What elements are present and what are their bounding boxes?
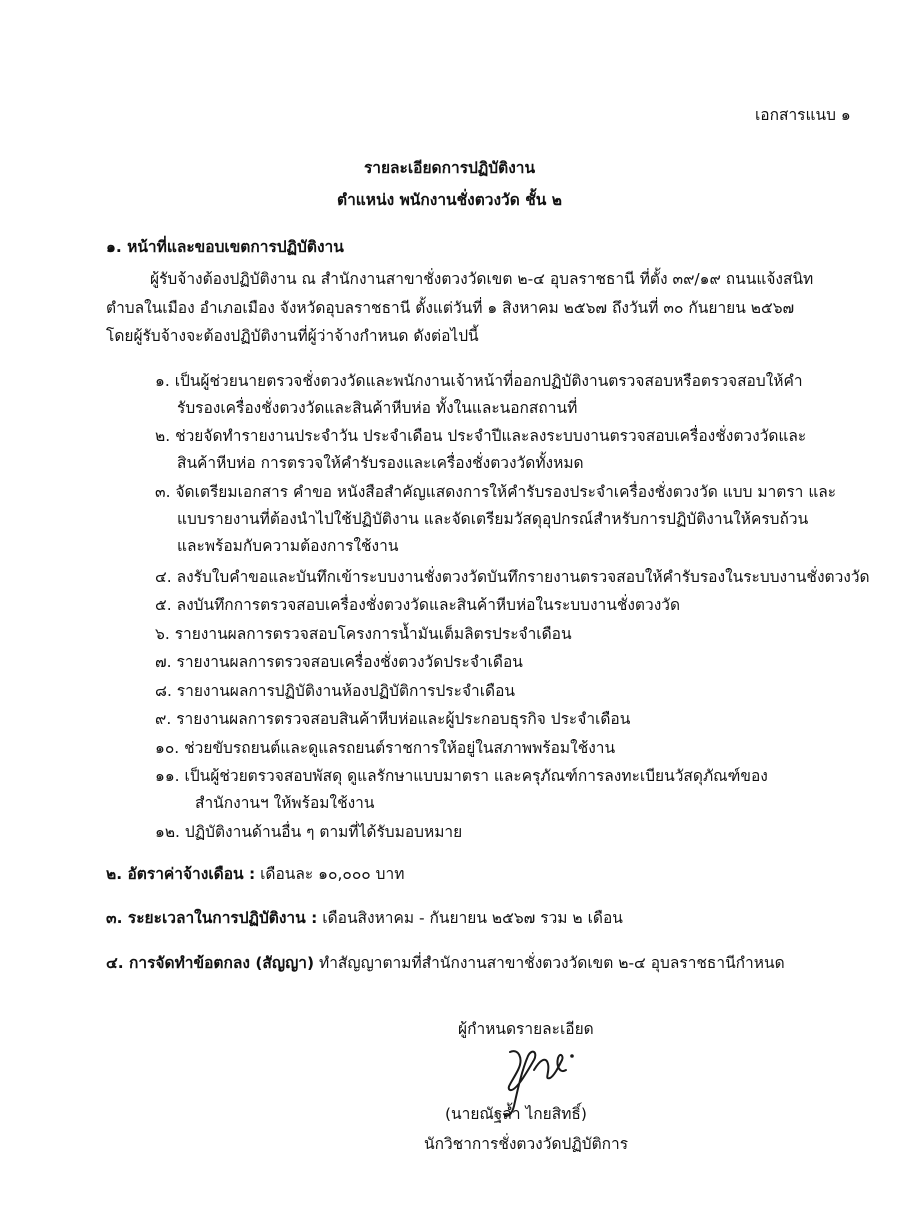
duty-item-line: รับรองเครื่องชั่งตวงวัดและสินค้าหีบห่อ ทั้งในและนอกสถานที่ <box>177 399 578 417</box>
signer-position: นักวิชาการชั่งตวงวัดปฏิบัติการ <box>424 1135 629 1153</box>
section-3-text: เดือนสิงหาคม - กันยายน ๒๕๖๗ รวม ๒ เดือน <box>317 909 623 927</box>
duty-item-line: ๑. เป็นผู้ช่วยนายตรวจชั่งตวงวัดและพนักงานเจ้าหน้าที่ออกปฏิบัติงานตรวจสอบหรือตรวจสอบให้คำ <box>155 372 803 390</box>
duty-item <box>155 706 630 733</box>
section-4 <box>106 952 785 974</box>
duty-item-line: ๘. รายงานผลการปฏิบัติงานห้องปฏิบัติการประจำเดือน <box>155 682 516 700</box>
section-4-text: ทำสัญญาตามที่สำนักงานสาขาชั่งตวงวัดเขต ๒-๔ อุบลราชธานีกำหนด <box>314 954 785 972</box>
duty-item-line: ๖. รายงานผลการตรวจสอบโครงการน้ำมันเต็มลิตรประจำเดือน <box>155 625 572 643</box>
duty-item <box>155 621 572 648</box>
section-1-heading: ๑. หน้าที่และขอบเขตการปฏิบัติงาน <box>106 238 344 256</box>
section-2-heading: ๒. อัตราค่าจ้างเดือน : <box>106 865 256 883</box>
duty-item <box>155 368 803 422</box>
duty-item-line: สำนักงานฯ ให้พร้อมใช้งาน <box>195 794 375 812</box>
duty-item-line: ๗. รายงานผลการตรวจสอบเครื่องชั่งตวงวัดประจำเดือน <box>155 653 523 671</box>
position-title: ตำแหน่ง พนักงานชั่งตวงวัด ชั้น ๒ <box>337 191 562 209</box>
duty-item <box>155 819 462 846</box>
duty-item-line: ๑๑. เป็นผู้ช่วยตรวจสอบพัสดุ ดูแลรักษาแบบมาตรา และครุภัณฑ์การลงทะเบียนวัสดุภัณฑ์ของ <box>155 767 768 785</box>
section-2-text: เดือนละ ๑๐,๐๐๐ บาท <box>255 865 405 883</box>
duty-item <box>155 735 615 762</box>
section-3 <box>106 907 623 929</box>
duty-item-line: และพร้อมกับความต้องการใช้งาน <box>177 537 399 555</box>
section-1-intro-line-2: ตำบลในเมือง อำเภอเมือง จังหวัดอุบลราชธานี ตั้งแต่วันที่ ๑ สิงหาคม ๒๕๖๗ ถึงวันที่ ๓๐ กันยายน ๒๕๖๗ <box>106 299 795 317</box>
duty-item <box>155 564 870 591</box>
signer-name: (นายณัฐล้ำ ไกยสิทธิ์) <box>445 1105 587 1123</box>
duty-item-line: ๕. ลงบันทึกการตรวจสอบเครื่องชั่งตวงวัดและสินค้าหีบห่อในระบบงานชั่งตวงวัด <box>155 596 681 614</box>
duty-item <box>155 479 836 560</box>
duty-item-line: ๑๐. ช่วยขับรถยนต์และดูแลรถยนต์ราชการให้อยู่ในสภาพพร้อมใช้งาน <box>155 739 616 757</box>
duty-item-line: ๙. รายงานผลการตรวจสอบสินค้าหีบห่อและผู้ประกอบธุรกิจ ประจำเดือน <box>155 710 631 728</box>
section-4-heading: ๔. การจัดทำข้อตกลง (สัญญา) <box>106 954 315 972</box>
attachment-label: เอกสารแนบ ๑ <box>755 106 851 124</box>
duty-item-line: ๒. ช่วยจัดทำรายงานประจำวัน ประจำเดือน ประจำปีและลงระบบงานตรวจสอบเครื่องชั่งตวงวัดและ <box>155 427 807 445</box>
duty-item <box>155 592 680 619</box>
duty-item-line: ๓. จัดเตรียมเอกสาร คำขอ หนังสือสำคัญแสดงการให้คำรับรองประจำเครื่องชั่งตวงวัด แบบ มาตรา และ <box>155 483 837 501</box>
signature-label: ผู้กำหนดรายละเอียด <box>458 1020 594 1038</box>
section-3-heading: ๓. ระยะเวลาในการปฏิบัติงาน : <box>106 909 318 927</box>
section-1-intro-line-1: ผู้รับจ้างต้องปฏิบัติงาน ณ สำนักงานสาขาชั่งตวงวัดเขต ๒-๔ อุบลราชธานี ที่ตั้ง ๓๙/๑๙ ถนนแจ้งสนิท <box>150 270 814 288</box>
duty-item-line: ๔. ลงรับใบคำขอและบันทึกเข้าระบบงานชั่งตวงวัดบันทึกรายงานตรวจสอบให้คำรับรองในระบบงานชั่งตวงวัด <box>155 568 870 586</box>
duty-item <box>155 423 806 477</box>
section-2 <box>106 863 404 885</box>
duty-item-line: สินค้าหีบห่อ การตรวจให้คำรับรองและเครื่องชั่งตวงวัดทั้งหมด <box>177 454 584 472</box>
duty-item <box>155 649 523 676</box>
section-1-intro-line-3: โดยผู้รับจ้างจะต้องปฏิบัติงานที่ผู้ว่าจ้างกำหนด ดังต่อไปนี้ <box>106 327 479 345</box>
duty-item-line: ๑๒. ปฏิบัติงานด้านอื่น ๆ ตามที่ได้รับมอบหมาย <box>155 823 463 841</box>
duty-item-line: แบบรายงานที่ต้องนำไปใช้ปฏิบัติงาน และจัดเตรียมวัสดุอุปกรณ์สำหรับการปฏิบัติงานให้ครบถ้วน <box>177 510 809 528</box>
document-title: รายละเอียดการปฏิบัติงาน <box>363 159 536 177</box>
duty-item <box>155 678 515 705</box>
duty-item <box>155 763 768 817</box>
